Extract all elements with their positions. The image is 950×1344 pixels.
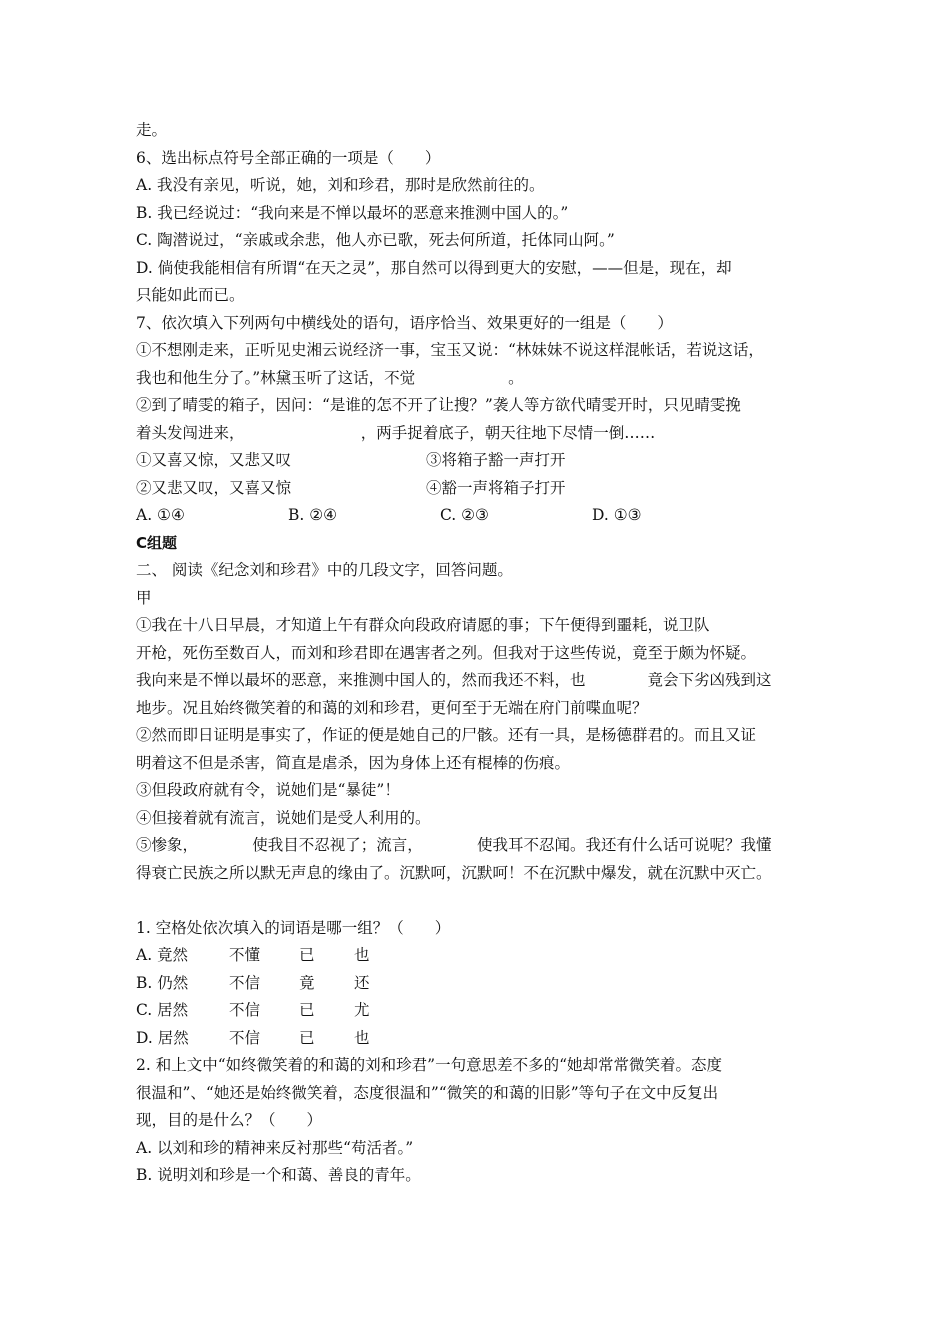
passage-line-4: 地步。况且始终微笑着的和蔼的刘和珍君，更何至于无端在府门前喋血呢？ bbox=[136, 698, 648, 717]
q7-options-row-1 bbox=[136, 447, 826, 475]
q7-options-row-2 bbox=[136, 475, 826, 503]
passage-line-10: 得衰亡民族之所以默无声息的缘由了。沉默呵，沉默呵！不在沉默中爆发，就在沉默中灭亡。 bbox=[136, 863, 772, 882]
q6-option-d: D. 倘使我能相信有所谓“在天之灵”，那自然可以得到更大的安慰，——但是，现在，却 bbox=[136, 258, 732, 277]
q7-choice-a: A. ①④ bbox=[136, 506, 185, 524]
q7-sentence-1: ①不想刚走来，正听见史湘云说经济一事，宝玉又说：“林妹妹不说这样混帐话，若说这话， bbox=[136, 341, 764, 359]
q1-a-word-3: 已 bbox=[299, 946, 315, 964]
q7-option-4: ④豁一声将箱子打开 bbox=[426, 478, 566, 497]
q1-b-word-1: B. 仍然 bbox=[136, 973, 189, 992]
q1-c-word-3: 已 bbox=[299, 1001, 315, 1019]
q1-b-word-3: 竟 bbox=[299, 973, 315, 992]
passage-line-1: ①我在十八日早晨，才知道上午有群众向段政府请愿的事；下午便得到噩耗，说卫队 bbox=[136, 616, 710, 634]
q7-option-2: ②又悲又叹，又喜又惊 bbox=[136, 478, 292, 497]
passage-line-8: ④但接着就有流言，说她们是受人利用的。 bbox=[136, 808, 431, 827]
q1-option-a bbox=[136, 942, 826, 970]
passage-line-9: ⑤惨象， 使我目不忍视了；流言， 使我耳不忍闻。我还有什么话可说呢？我懂 bbox=[136, 836, 772, 854]
q7-choice-d: D. ①③ bbox=[592, 506, 642, 524]
question-2: 2. 和上文中“如终微笑着的和蔼的刘和珍君”一句意思差不多的“她却常常微笑着。态度 bbox=[136, 1056, 722, 1074]
q6-option-b: B. 我已经说过：“我向来是不惮以最坏的恶意来推测中国人的。” bbox=[136, 203, 569, 222]
passage-line-3: 我向来是不惮以最坏的恶意，来推测中国人的，然而我还不料，也 竟会下劣凶残到这 bbox=[136, 671, 772, 689]
q7-option-1: ①又喜又惊，又悲又叹 bbox=[136, 451, 292, 469]
q7-sentence-2: ②到了晴雯的箱子，因问：“是谁的怎不开了让搜？”袭人等方欲代晴雯开时，只见晴雯挽 bbox=[136, 396, 741, 414]
section-heading: C组题 bbox=[136, 533, 178, 552]
q7-choice-b: B. ②④ bbox=[288, 506, 338, 524]
line-0: 走。 bbox=[136, 121, 168, 139]
q6-option-c: C. 陶潜说过，“亲戚或余悲，他人亦已歌，死去何所道，托体同山阿。” bbox=[136, 231, 615, 249]
q1-a-word-1: A. 竟然 bbox=[136, 946, 189, 964]
question-1: 1. 空格处依次填入的词语是哪一组？（ ） bbox=[136, 918, 451, 937]
q6-option-a: A. 我没有亲见，听说，她，刘和珍君，那时是欣然前往的。 bbox=[136, 176, 545, 194]
q7-answer-choices bbox=[136, 502, 826, 530]
q1-d-word-4: 也 bbox=[354, 1028, 370, 1047]
q1-b-word-4: 还 bbox=[354, 973, 370, 992]
passage-line-6: 明着这不但是杀害，简直是虐杀，因为身体上还有棍棒的伤痕。 bbox=[136, 753, 571, 772]
q1-c-word-1: C. 居然 bbox=[136, 1001, 189, 1019]
q1-d-word-2: 不信 bbox=[229, 1028, 261, 1047]
document-page bbox=[136, 117, 826, 1190]
q1-d-word-3: 已 bbox=[299, 1028, 315, 1047]
q6-option-d-cont: 只能如此而已。 bbox=[136, 286, 245, 304]
question-2-cont-1: 很温和”、“她还是始终微笑着，态度很温和”“微笑的和蔼的旧影”等句子在文中反复出 bbox=[136, 1083, 719, 1102]
q7-sentence-1-cont: 我也和他生分了。”林黛玉听了这话，不觉 。 bbox=[136, 368, 524, 387]
q2-option-b: B. 说明刘和珍是一个和蔼、善良的青年。 bbox=[136, 1166, 421, 1184]
passage-line-5: ②然而即日证明是事实了，作证的便是她自己的尸骸。还有一具，是杨德群君的。而且又证 bbox=[136, 726, 757, 744]
q7-choice-c: C. ②③ bbox=[440, 506, 489, 524]
question-2-cont-2: 现，目的是什么？（ ） bbox=[136, 1111, 323, 1129]
q1-d-word-1: D. 居然 bbox=[136, 1028, 189, 1047]
q2-option-a: A. 以刘和珍的精神来反衬那些“苟活者。” bbox=[136, 1138, 414, 1157]
q1-option-c bbox=[136, 997, 826, 1025]
q1-c-word-4: 尤 bbox=[354, 1001, 370, 1019]
question-6: 6、选出标点符号全部正确的一项是（ ） bbox=[136, 148, 441, 167]
passage-line-2: 开枪，死伤至数百人，而刘和珍君即在遇害者之列。但我对于这些传说，竟至于颇为怀疑。 bbox=[136, 643, 757, 662]
q1-c-word-2: 不信 bbox=[229, 1001, 261, 1019]
spacer bbox=[136, 887, 826, 915]
q1-option-d bbox=[136, 1025, 826, 1053]
q1-a-word-2: 不懂 bbox=[229, 946, 261, 964]
reading-instruction: 二、 阅读《纪念刘和珍君》中的几段文字，回答问题。 bbox=[136, 561, 513, 579]
q1-b-word-2: 不信 bbox=[229, 973, 261, 992]
q7-option-3: ③将箱子豁一声打开 bbox=[426, 451, 566, 469]
passage-line-7: ③但段政府就有令，说她们是“暴徒”！ bbox=[136, 781, 400, 799]
passage-label: 甲 bbox=[136, 588, 152, 607]
question-7: 7、依次填入下列两句中横线处的语句，语序恰当、效果更好的一组是（ ） bbox=[136, 313, 673, 332]
q1-option-b bbox=[136, 970, 826, 998]
q7-sentence-2-cont: 着头发闯进来， ，两手捉着底子，朝天往地下尽情一倒…… bbox=[136, 423, 656, 442]
q1-a-word-4: 也 bbox=[354, 946, 370, 964]
